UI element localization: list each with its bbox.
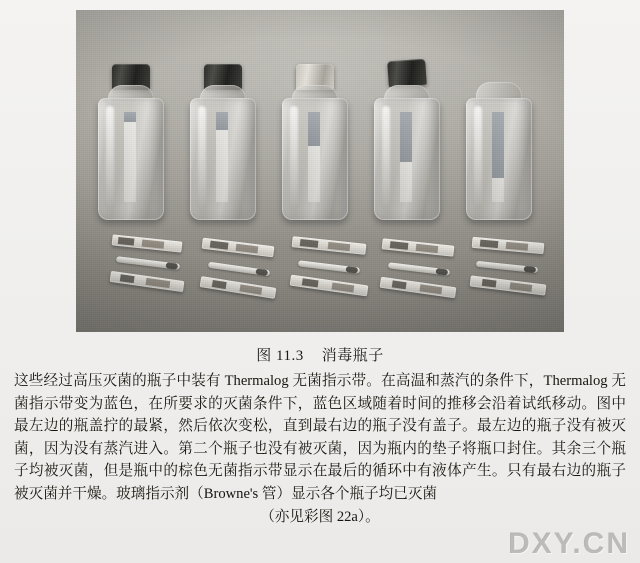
body-paragraph: 这些经过高压灭菌的瓶子中装有 Thermalog 无菌指示带。在高温和蒸汽的条件下，Thermalog 无菌指示带变为蓝色，在所要求的灭菌条件下，蓝色区域随着时间的推移会沿着试纸移动。图中最左边的瓶盖拧的最紧，然后依次变松，直到最右边的瓶子没有盖子。最左边的瓶子没有被灭菌，因为没有蒸汽进入。第二个瓶子也没有被灭菌，因为瓶内的垫子将瓶口封住。其余三个瓶子均被灭菌，但是瓶中的棕色无菌指示带显示在最后的循环中有液体产生。只有最右边的瓶子被灭菌并干燥。玻璃指示剂（Browne's 管）显示各个瓶子均已灭菌 bbox=[14, 373, 626, 502]
figure-photo bbox=[76, 10, 564, 332]
figure-caption-title: 消毒瓶子 bbox=[321, 348, 384, 364]
figure-caption bbox=[0, 344, 640, 365]
body-text bbox=[14, 370, 626, 528]
watermark: DXY.CN bbox=[507, 527, 630, 560]
photo-grain-overlay bbox=[76, 10, 564, 332]
body-centered-note: （亦见彩图 22a）。 bbox=[260, 508, 380, 525]
figure-caption-number: 图 11.3 bbox=[256, 348, 304, 364]
